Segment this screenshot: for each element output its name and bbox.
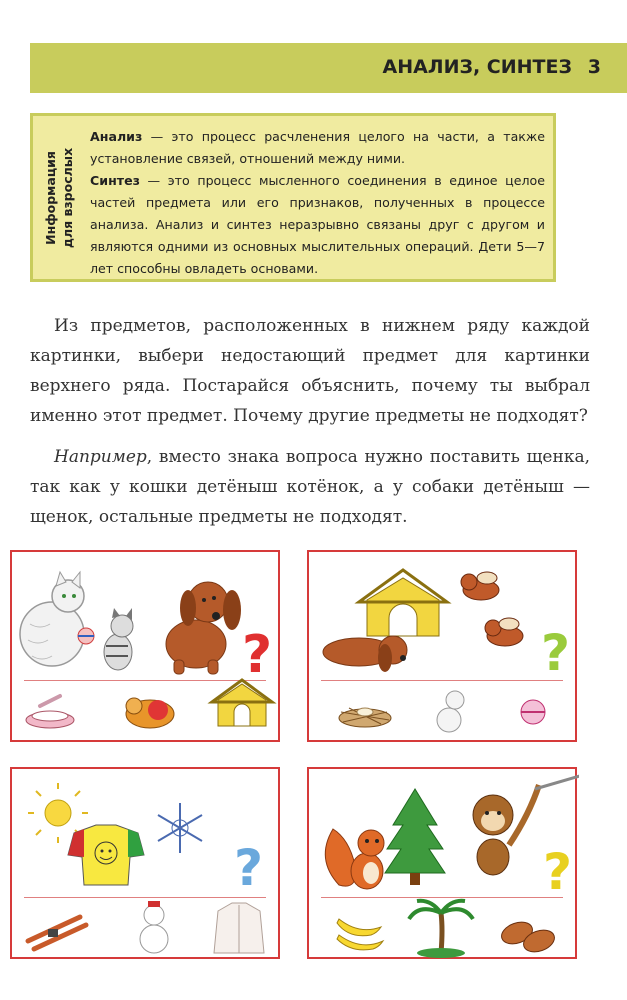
page-header (30, 43, 627, 93)
shirt-icon (68, 825, 144, 885)
analysis-term: Анализ (90, 129, 143, 144)
pet-bowl-icon (26, 696, 74, 728)
synthesis-term: Синтез (90, 173, 140, 188)
doghouse-icon (212, 680, 272, 726)
example-lead: Например (54, 447, 147, 467)
dog-icon (323, 636, 407, 672)
doghouse-icon (359, 570, 447, 636)
snowflake-icon (158, 803, 202, 853)
skis-icon (28, 917, 86, 949)
snowman-icon (140, 901, 168, 953)
ball-icon (78, 628, 94, 644)
pine-cones-icon (499, 918, 558, 956)
task-example (30, 442, 590, 532)
kitten-icon (437, 691, 464, 732)
section-title: АНАЛИЗ, СИНТЕЗ (382, 56, 572, 78)
synthesis-definition: — это процесс мысленного соединения в единое целое частей предмета или его признаков, полученных в процессе анализа. Анализ и синтез неразрывно связаны друг с другом и являются одними из основных мыслительных операций. Дети 5—7 лет способны овладеть основами. (90, 173, 545, 276)
bananas-icon (337, 919, 383, 950)
puzzle-panel-2 (307, 550, 577, 742)
puzzle-panel-3 (10, 767, 280, 959)
ball-icon (521, 700, 545, 724)
palm-tree-icon (409, 901, 473, 958)
bird-icon (461, 572, 499, 600)
question-mark-icon: ? (543, 843, 573, 901)
question-mark-icon: ? (234, 839, 264, 897)
puzzle-panel-4 (307, 767, 577, 959)
question-mark-icon: ? (242, 625, 273, 685)
puppy-icon (126, 698, 174, 728)
bird-icon (485, 618, 523, 646)
task-instruction: Из предметов, расположенных в нижнем ряду каждой картинки, выбери недостающий предмет для картинки верхнего ряда. Постарайся объяснить, почему ты выбрал именно этот предмет. Почему другие предметы не подходят? (30, 316, 590, 426)
squirrel-icon (325, 829, 384, 889)
puzzle-panel-1 (10, 550, 280, 742)
kitten-icon (104, 608, 133, 670)
fir-tree-icon (385, 789, 445, 885)
example-text: , вместо знака вопроса нужно поставить щенка, так как у кошки детёныш котёнок, а у собаки детёныш — щенок, остальные предметы не подходят. (30, 447, 590, 527)
nest-icon (339, 708, 391, 727)
page-number: 3 (587, 56, 601, 78)
cat-icon (20, 572, 84, 666)
question-mark-icon: ? (541, 624, 571, 682)
info-text (90, 126, 545, 280)
analysis-definition: — это процесс расчленения целого на части, а также установление связей, отношений между ними. (90, 129, 545, 166)
dog-icon (166, 582, 241, 674)
fur-coat-icon (214, 903, 264, 953)
info-side-label: Информация для взрослых (43, 147, 75, 249)
